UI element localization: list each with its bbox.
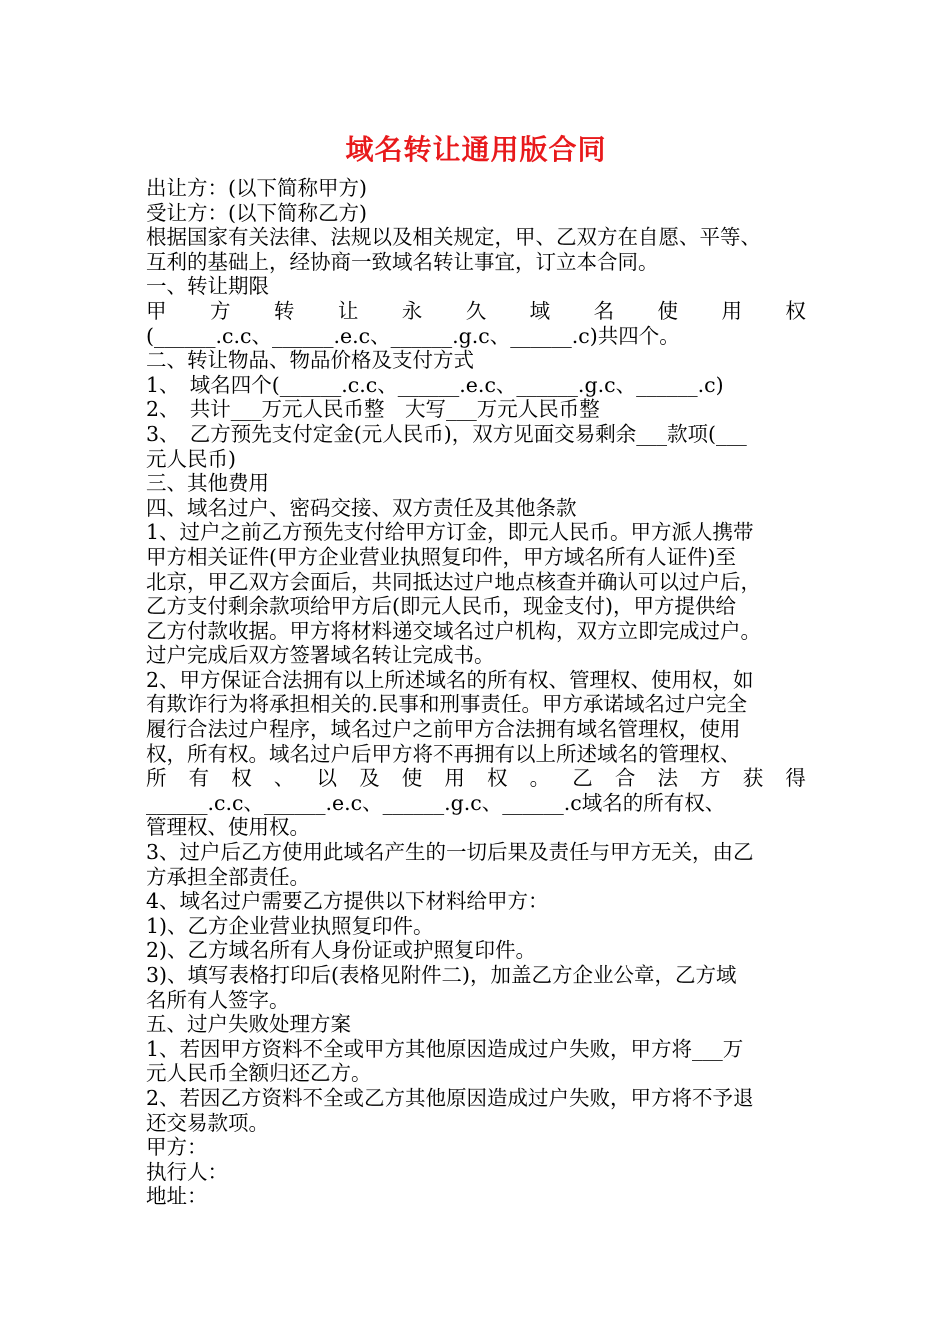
text-line: 有欺诈行为将承担相关的.民事和刑事责任。甲方承诺域名过户完全 bbox=[146, 692, 748, 717]
text-line: 二、转让物品、物品价格及支付方式 bbox=[146, 348, 474, 373]
clauses-block bbox=[146, 324, 806, 767]
spread-char: 获 bbox=[742, 766, 764, 791]
spread-char: 方 bbox=[700, 766, 721, 791]
intro-block bbox=[146, 176, 806, 299]
text-line: 4、域名过户需要乙方提供以下材料给甲方： bbox=[146, 889, 549, 914]
text-line: 1、过户之前乙方预先支付给甲方订金，即元人民币。甲方派人携带 bbox=[146, 520, 754, 545]
spread-char: 名 bbox=[593, 298, 615, 323]
text-line: 乙方付款收据。甲方将材料递交域名过户机构，双方立即完成过户。 bbox=[146, 618, 761, 643]
text-line: 根据国家有关法律、法规以及相关规定，甲、乙双方在自愿、平等、 bbox=[146, 225, 761, 250]
spread-char: 及 bbox=[359, 766, 380, 791]
text-line: 一、转让期限 bbox=[146, 274, 269, 299]
spread-char: 。 bbox=[529, 766, 551, 791]
text-line: 过户完成后双方签署域名转让完成书。 bbox=[146, 643, 495, 668]
text-line: 权，所有权。域名过户后甲方将不再拥有以上所述域名的管理权、 bbox=[146, 741, 741, 766]
text-line: 北京，甲乙双方会面后，共同抵达过户地点核查并确认可以过户后， bbox=[146, 569, 761, 594]
text-line: 1、若因甲方资料不全或甲方其他原因造成过户失败，甲方将___万 bbox=[146, 1036, 744, 1061]
spread-char: 法 bbox=[657, 766, 678, 791]
text-line: 出让方：(以下简称甲方) bbox=[146, 176, 367, 200]
text-line: 元人民币全额归还乙方。 bbox=[146, 1061, 372, 1086]
spread-char: 使 bbox=[657, 298, 678, 323]
text-line: 三、其他费用 bbox=[146, 471, 269, 496]
document-title: 域名转让通用版合同 bbox=[345, 133, 607, 166]
text-line: 名所有人签字。 bbox=[146, 987, 290, 1012]
text-line: 地址： bbox=[146, 1184, 208, 1209]
spread-char: 永 bbox=[401, 298, 423, 323]
text-line: 方承担全部责任。 bbox=[146, 864, 310, 889]
text-line: 甲方相关证件(甲方企业营业执照复印件，甲方域名所有人证件)至 bbox=[146, 544, 736, 569]
text-line: 1)、乙方企业营业执照复印件。 bbox=[146, 913, 434, 938]
text-line: ______.c.c、______.e.c、______.g.c、______.c域名的所有权、 bbox=[146, 790, 726, 815]
spread-char: 久 bbox=[465, 298, 487, 323]
closing-block bbox=[146, 791, 806, 1209]
text-line: 2)、乙方域名所有人身份证或护照复印件。 bbox=[146, 938, 537, 963]
spread-char: 使 bbox=[401, 766, 423, 791]
text-line: 管理权、使用权。 bbox=[146, 815, 310, 840]
text-line: 执行人： bbox=[146, 1159, 228, 1184]
text-line: 乙方支付剩余款项给甲方后(即元人民币，现金支付)，甲方提供给 bbox=[146, 594, 736, 619]
spread-char: 权 bbox=[487, 766, 508, 791]
text-line: 履行合法过户程序，域名过户之前甲方合法拥有域名管理权，使用 bbox=[146, 717, 741, 742]
spread-char: 得 bbox=[785, 766, 806, 791]
text-line: (______.c.c、______.e.c、______.g.c、______.c)共四个。 bbox=[146, 323, 680, 348]
text-line: 四、域名过户、密码交接、双方责任及其他条款 bbox=[146, 495, 577, 520]
spread-char: 权 bbox=[231, 766, 252, 791]
text-line: 1、 域名四个(______.c.c、______.e.c、______.g.c、______.c) bbox=[146, 372, 724, 397]
spread-char: 、 bbox=[273, 766, 295, 791]
spread-char: 乙 bbox=[572, 766, 593, 791]
text-line: 还交易款项。 bbox=[146, 1110, 269, 1135]
spread-char: 方 bbox=[209, 298, 231, 323]
transfer-term-line bbox=[146, 299, 806, 324]
spread-char: 以 bbox=[316, 766, 337, 791]
spread-char: 用 bbox=[721, 298, 742, 323]
text-line: 3、过户后乙方使用此域名产生的一切后果及责任与甲方无关，由乙 bbox=[146, 840, 754, 865]
text-line: 3)、填写表格打印后(表格见附件二)，加盖乙方企业公章，乙方域 bbox=[146, 963, 737, 987]
spread-char: 转 bbox=[273, 298, 295, 323]
spread-char: 合 bbox=[614, 766, 636, 791]
spread-char: 用 bbox=[444, 766, 465, 791]
text-line: 2、甲方保证合法拥有以上所述域名的所有权、管理权、使用权，如 bbox=[146, 667, 754, 692]
text-line: 受让方：(以下简称乙方) bbox=[146, 200, 367, 225]
spread-char: 域 bbox=[529, 298, 551, 323]
text-line: 元人民币) bbox=[146, 446, 236, 471]
text-line: 3、 乙方预先支付定金(元人民币)，双方见面交易剩余___款项(___ bbox=[146, 421, 747, 446]
spread-char: 权 bbox=[785, 298, 806, 323]
ownership-line bbox=[146, 766, 806, 791]
text-line: 互利的基础上，经协商一致域名转让事宜，订立本合同。 bbox=[146, 249, 659, 274]
text-line: 五、过户失败处理方案 bbox=[146, 1012, 351, 1037]
spread-char: 甲 bbox=[146, 298, 167, 323]
text-line: 2、 共计___万元人民币整 大写___万元人民币整 bbox=[146, 397, 600, 422]
text-line: 甲方： bbox=[146, 1135, 208, 1160]
spread-char: 有 bbox=[188, 766, 210, 791]
text-line: 2、若因乙方资料不全或乙方其他原因造成过户失败，甲方将不予退 bbox=[146, 1085, 754, 1110]
document-page bbox=[146, 128, 806, 1209]
spread-char: 让 bbox=[337, 298, 359, 323]
spread-char: 所 bbox=[146, 766, 167, 791]
